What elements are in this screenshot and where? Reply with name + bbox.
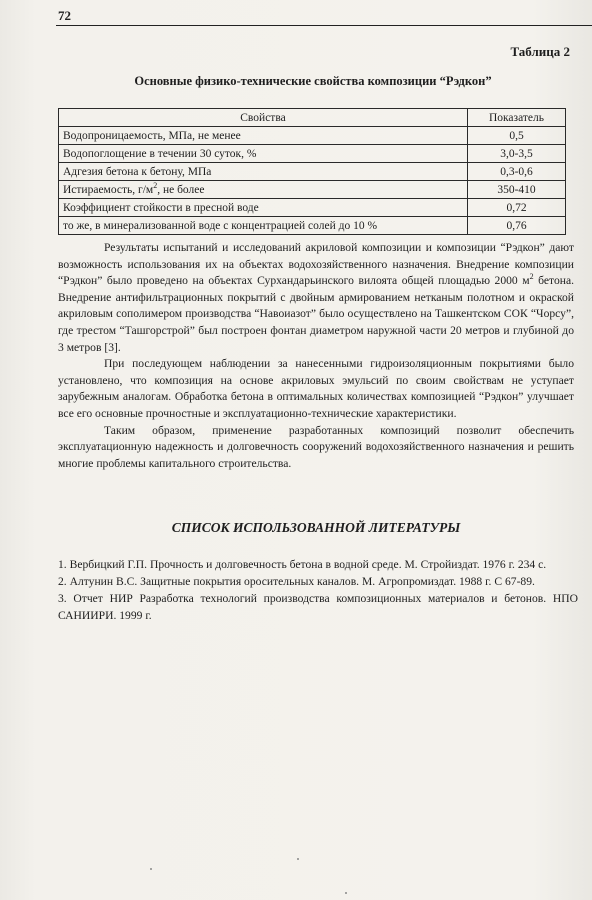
value-cell: 0,76 [468, 217, 566, 235]
property-cell: Адгезия бетона к бетону, МПа [59, 163, 468, 181]
property-cell: то же, в минерализованной воде с концентрацией солей до 10 % [59, 217, 468, 235]
header-rule [56, 25, 592, 26]
body-text [58, 240, 574, 472]
value-cell: 0,3-0,6 [468, 163, 566, 181]
property-cell: Водопоглощение в течении 30 суток, % [59, 145, 468, 163]
value-cell: 350-410 [468, 181, 566, 199]
value-cell: 3,0-3,5 [468, 145, 566, 163]
paragraph-results-text-cont: бетона. Внедрение антифильтрационных покрытий с двойным армированием нетканым полотном и окраской акриловым сополимером производства “Навоиазот” было осуществлено на Ташкентском СОК “Чорсу”, где трестом “Ташгорстрой” был построен фонтан диаметром наружной части 20 метров и глубиной до 3 метров [3]. [58, 274, 574, 354]
column-header-property: Свойства [59, 109, 468, 127]
table-number-label: Таблица 2 [510, 44, 570, 59]
table-row [59, 163, 566, 181]
table-row [59, 217, 566, 235]
scan-speck [297, 858, 299, 860]
property-cell [59, 181, 468, 199]
paragraph-observation: При последующем наблюдении за нанесенными гидроизоляционным покрытиями было установлено, что композиция на основе акриловых эмульсий по своим свойствам не уступает зарубежным аналогам. Обработка бетона в оптимальных количествах композицией “Рэдкон” улучшает все его основные прочностные и эксплуатационно-технические характеристики. [58, 357, 574, 420]
superscript-2: 2 [153, 180, 158, 190]
table-row [59, 181, 566, 199]
page-number: 72 [58, 8, 71, 23]
references-list [58, 556, 578, 624]
value-cell: 0,5 [468, 127, 566, 145]
value-cell: 0,72 [468, 199, 566, 217]
paragraph-results [58, 240, 574, 356]
table-header-row [59, 109, 566, 127]
property-text: Истираемость, г/м [63, 183, 154, 196]
table-title: Основные физико-технические свойства композиции “Рэдкон” [134, 74, 492, 88]
reference-item: 1. Вербицкий Г.П. Прочность и долговечность бетона в водной среде. М. Стройиздат. 1976 г. 234 с. [58, 558, 547, 571]
scan-speck [345, 892, 347, 894]
paragraph-conclusion: Таким образом, применение разработанных композиций позволит обеспечить эксплуатационную надежность и долговечность сооружений водохозяйственного назначения и решить многие проблемы капитального строительства. [58, 423, 574, 470]
paragraph-results-text: Результаты испытаний и исследований акриловой композиции и композиции “Рэдкон” дают возможность использования их на объектах водохозяйственного назначения. Внедрение композиции “Рэдкон” было проведено на объектах Сурхандарьинского вилоята общей площадью 2000 м [58, 241, 574, 288]
table-row [59, 145, 566, 163]
property-text-suffix: , не более [157, 183, 205, 196]
table-row [59, 199, 566, 217]
references-heading: СПИСОК ИСПОЛЬЗОВАННОЙ ЛИТЕРАТУРЫ [171, 520, 461, 535]
reference-item: 2. Алтунин В.С. Защитные покрытия оросительных каналов. М. Агропромиздат. 1988 г. С 67-89. [58, 575, 535, 588]
scan-speck [150, 868, 152, 870]
reference-item: 3. Отчет НИР Разработка технологий производства композиционных материалов и бетонов. НПО САНИИРИ. 1999 г. [58, 592, 578, 622]
column-header-value: Показатель [468, 109, 566, 127]
property-cell: Водопроницаемость, МПа, не менее [59, 127, 468, 145]
superscript-2: 2 [529, 272, 534, 282]
table-row [59, 127, 566, 145]
property-cell: Коэффициент стойкости в пресной воде [59, 199, 468, 217]
properties-table [58, 108, 566, 235]
